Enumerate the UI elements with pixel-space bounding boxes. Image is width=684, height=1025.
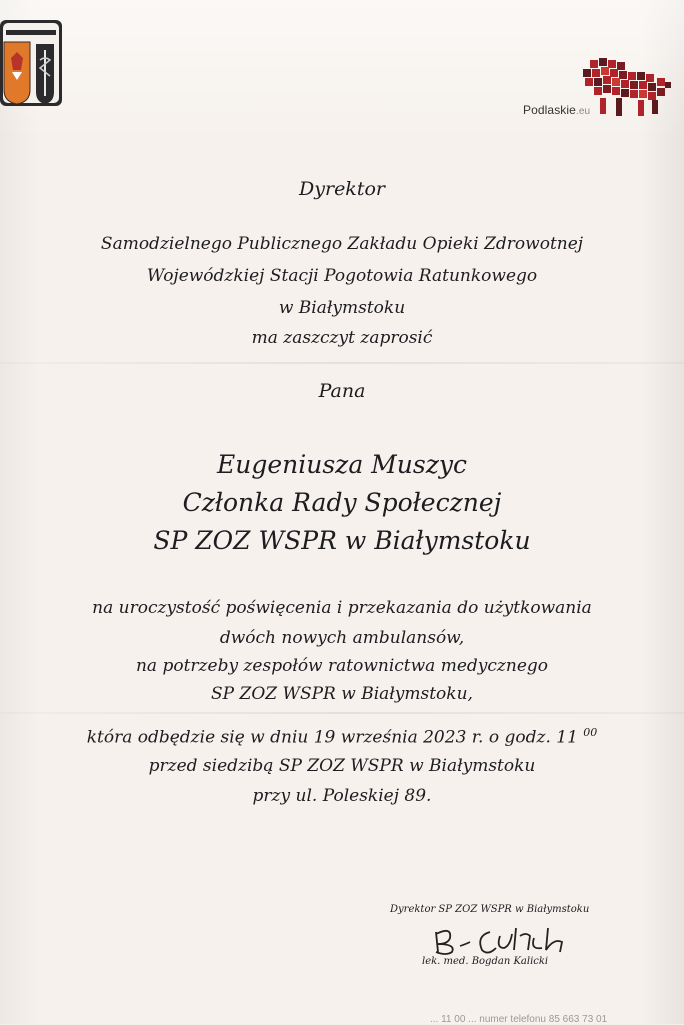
institution-crest-logo [0,20,64,108]
signatory-title: Dyrektor SP ZOZ WSPR w Białymstoku [390,904,590,915]
body-line-3: na potrzeby zespołów ratownictwa medycznego [135,656,548,676]
paper-fold [0,712,684,714]
brand-suffix: .eu [575,106,591,117]
recipient-organization: SP ZOZ WSPR w Białymstoku [153,526,531,555]
recipient-name: Eugeniusza Muszyc [216,450,468,479]
podlaskie-brand-label [523,103,590,117]
paper-fold [0,362,684,364]
footer-partial-text: ... 11 00 ... numer telefonu 85 663 73 01 [430,1014,608,1025]
event-date-text: która odbędzie się w dniu 19 września 2023 r. o godz. 11 [86,727,578,748]
handwritten-signature [430,922,580,956]
salutation: Pana [318,380,366,402]
event-location-line: przed siedzibą SP ZOZ WSPR w Białymstoku [148,756,536,776]
institution-line-2: Wojewódzkiej Stacji Pogotowia Ratunkowego [146,266,538,286]
event-address-line: przy ul. Poleskiej 89. [252,786,432,806]
signatory-name: lek. med. Bogdan Kalicki [422,956,549,967]
invite-text: ma zaszczyt zaprosić [251,328,433,348]
event-date-line [0,726,684,748]
body-line-1: na uroczystość poświęcenia i przekazania do użytkowania [92,598,592,618]
letter-title: Dyrektor [299,178,385,200]
body-line-2: dwóch nowych ambulansów, [219,628,465,648]
brand-name: Podlaskie [523,103,576,117]
event-time-minutes: 00 [583,726,598,739]
body-line-4: SP ZOZ WSPR w Białymstoku, [211,684,473,704]
institution-line-3: w Białymstoku [278,298,406,318]
recipient-role: Członka Rady Społecznej [182,488,502,517]
institution-line-1: Samodzielnego Publicznego Zakładu Opieki Zdrowotnej [100,234,584,254]
